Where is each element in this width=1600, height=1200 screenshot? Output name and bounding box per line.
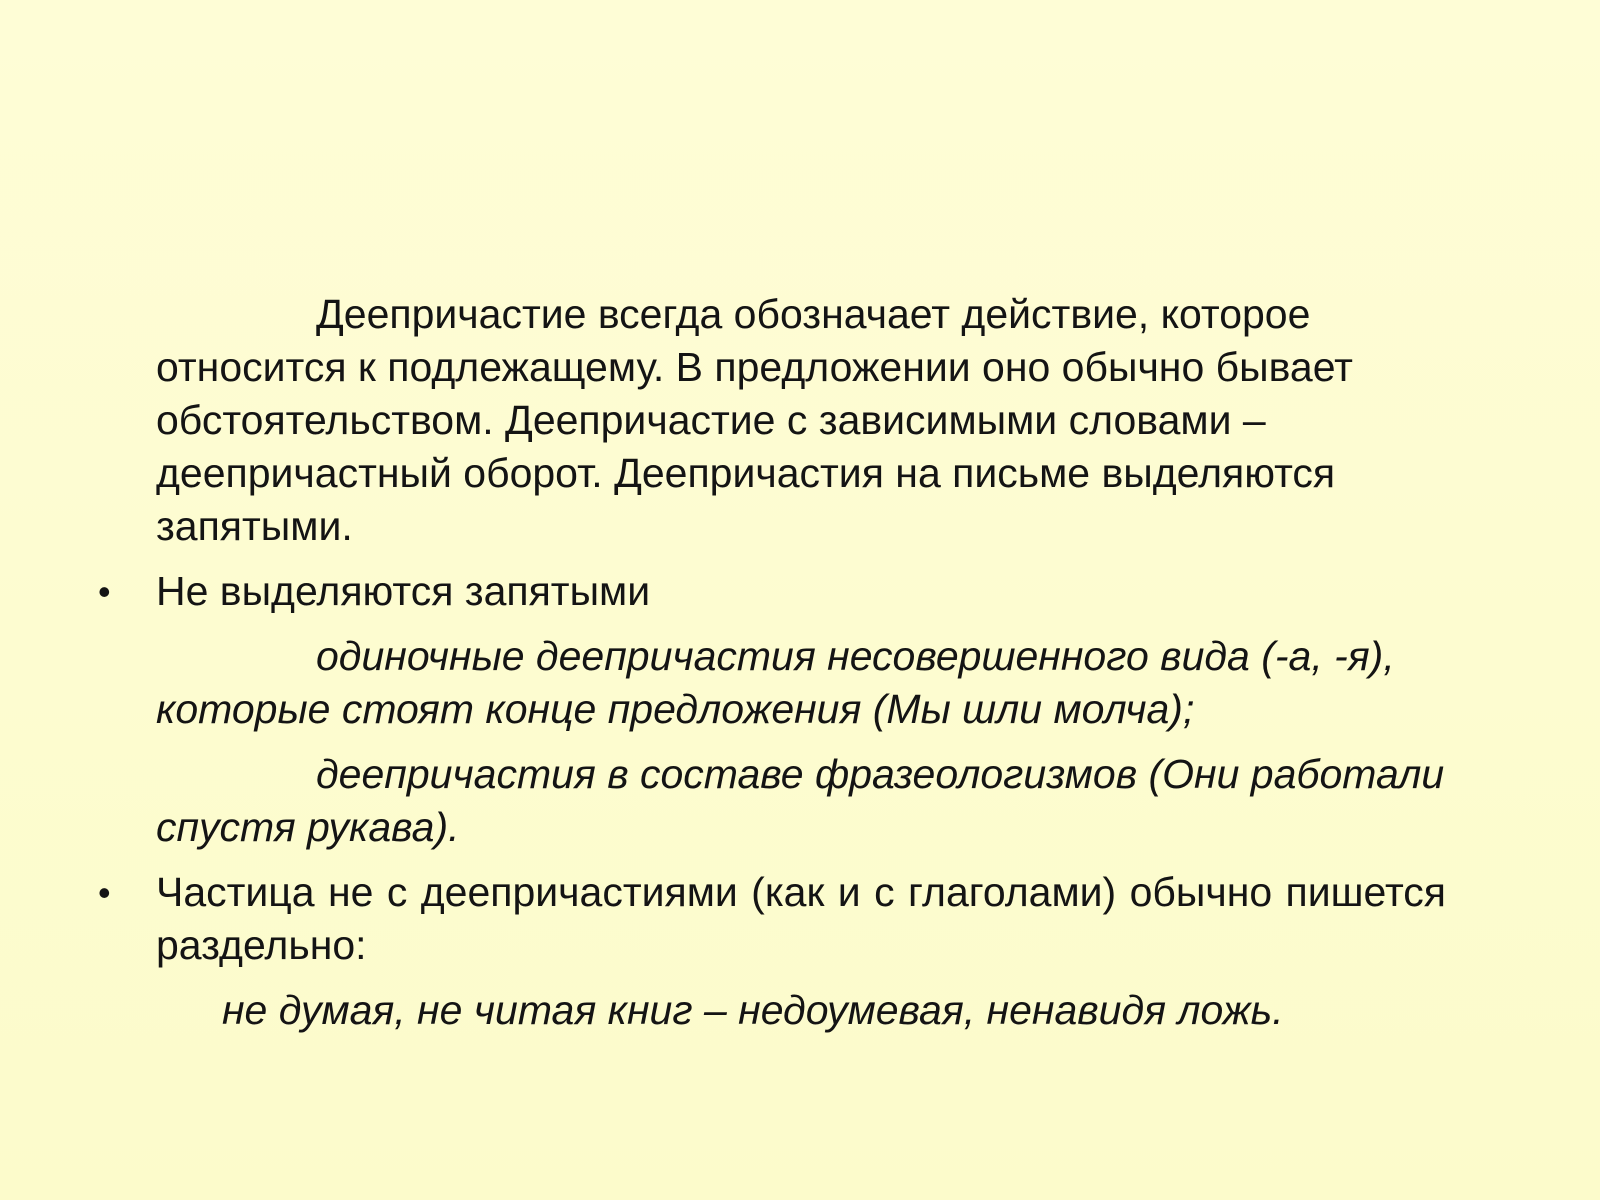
bullet-text: Частица не с деепричастиями (как и с глаголами) обычно пишется раздельно: (156, 869, 1446, 968)
sub-item-phraseologisms: деепричастия в составе фразеологизмов (Они работали спустя рукава). (156, 751, 1445, 850)
bullet-text: Не выделяются запятыми (156, 568, 651, 614)
slide-content (98, 288, 1456, 1037)
sub-item-single-participles: одиночные деепричастия несовершенного вида (-а, -я), которые стоят конце предложения (Мы шли молча); (156, 633, 1395, 732)
bullet-item-not-separated (98, 565, 1456, 618)
bullet-dot-icon: • (98, 872, 111, 913)
bullet-item-particle-ne (98, 866, 1456, 972)
intro-paragraph: Деепричастие всегда обозначает действие, которое относится к подлежащему. В предложении оно обычно бывает обстоятельством. Деепричастие с зависимыми словами – деепричастный оборот. Деепричастия на письме выделяются запятыми. (156, 291, 1353, 549)
example-line: не думая, не читая книг – недоумевая, ненавидя ложь. (222, 987, 1284, 1033)
bullet-dot-icon: • (98, 571, 111, 612)
